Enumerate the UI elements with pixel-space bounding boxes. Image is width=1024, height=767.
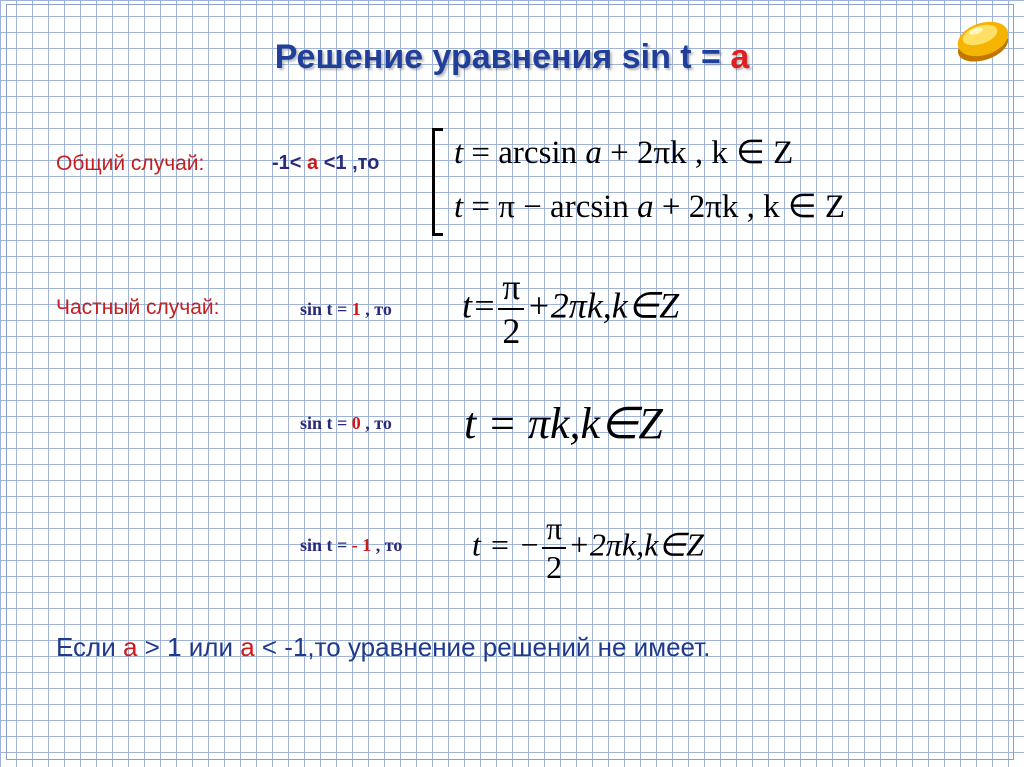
title-variable: a: [730, 38, 750, 76]
system-bracket: [432, 128, 443, 236]
general-case-condition: -1< a <1 ,то: [272, 152, 380, 174]
page-title: Решение уравнения sin t = a: [274, 38, 750, 76]
general-solution-system: [432, 128, 972, 232]
special-case-2-formula: t = πk,k∈Z: [464, 399, 663, 448]
fraction-pi-over-2: $\frac{\pi}{2}$: [542, 510, 566, 586]
special-case-1-formula: t= $\frac{\pi}{2}$ +2πk,k∈Z: [462, 267, 680, 351]
special-case-3-condition: sin t = - 1 , то: [300, 535, 403, 555]
general-solution-line-2: t = π − arcsin a + 2πk , k ∈ Z: [454, 189, 846, 225]
general-case-label: Общий случай:: [56, 152, 205, 175]
special-case-1-condition: sin t = 1 , то: [300, 299, 392, 319]
no-solution-statement: Если a > 1 или a < -1,то уравнение решений не имеет.: [56, 632, 711, 662]
special-case-3-formula: t = − $\frac{\pi}{2}$ +2πk,k∈Z: [472, 510, 704, 585]
fraction-pi-over-2: $\frac{\pi}{2}$: [498, 266, 524, 352]
special-case-2-condition: sin t = 0 , то: [300, 413, 392, 433]
special-case-label: Частный случай:: [56, 296, 220, 319]
general-solution-line-1: t = arcsin a + 2πk , k ∈ Z: [454, 135, 794, 171]
